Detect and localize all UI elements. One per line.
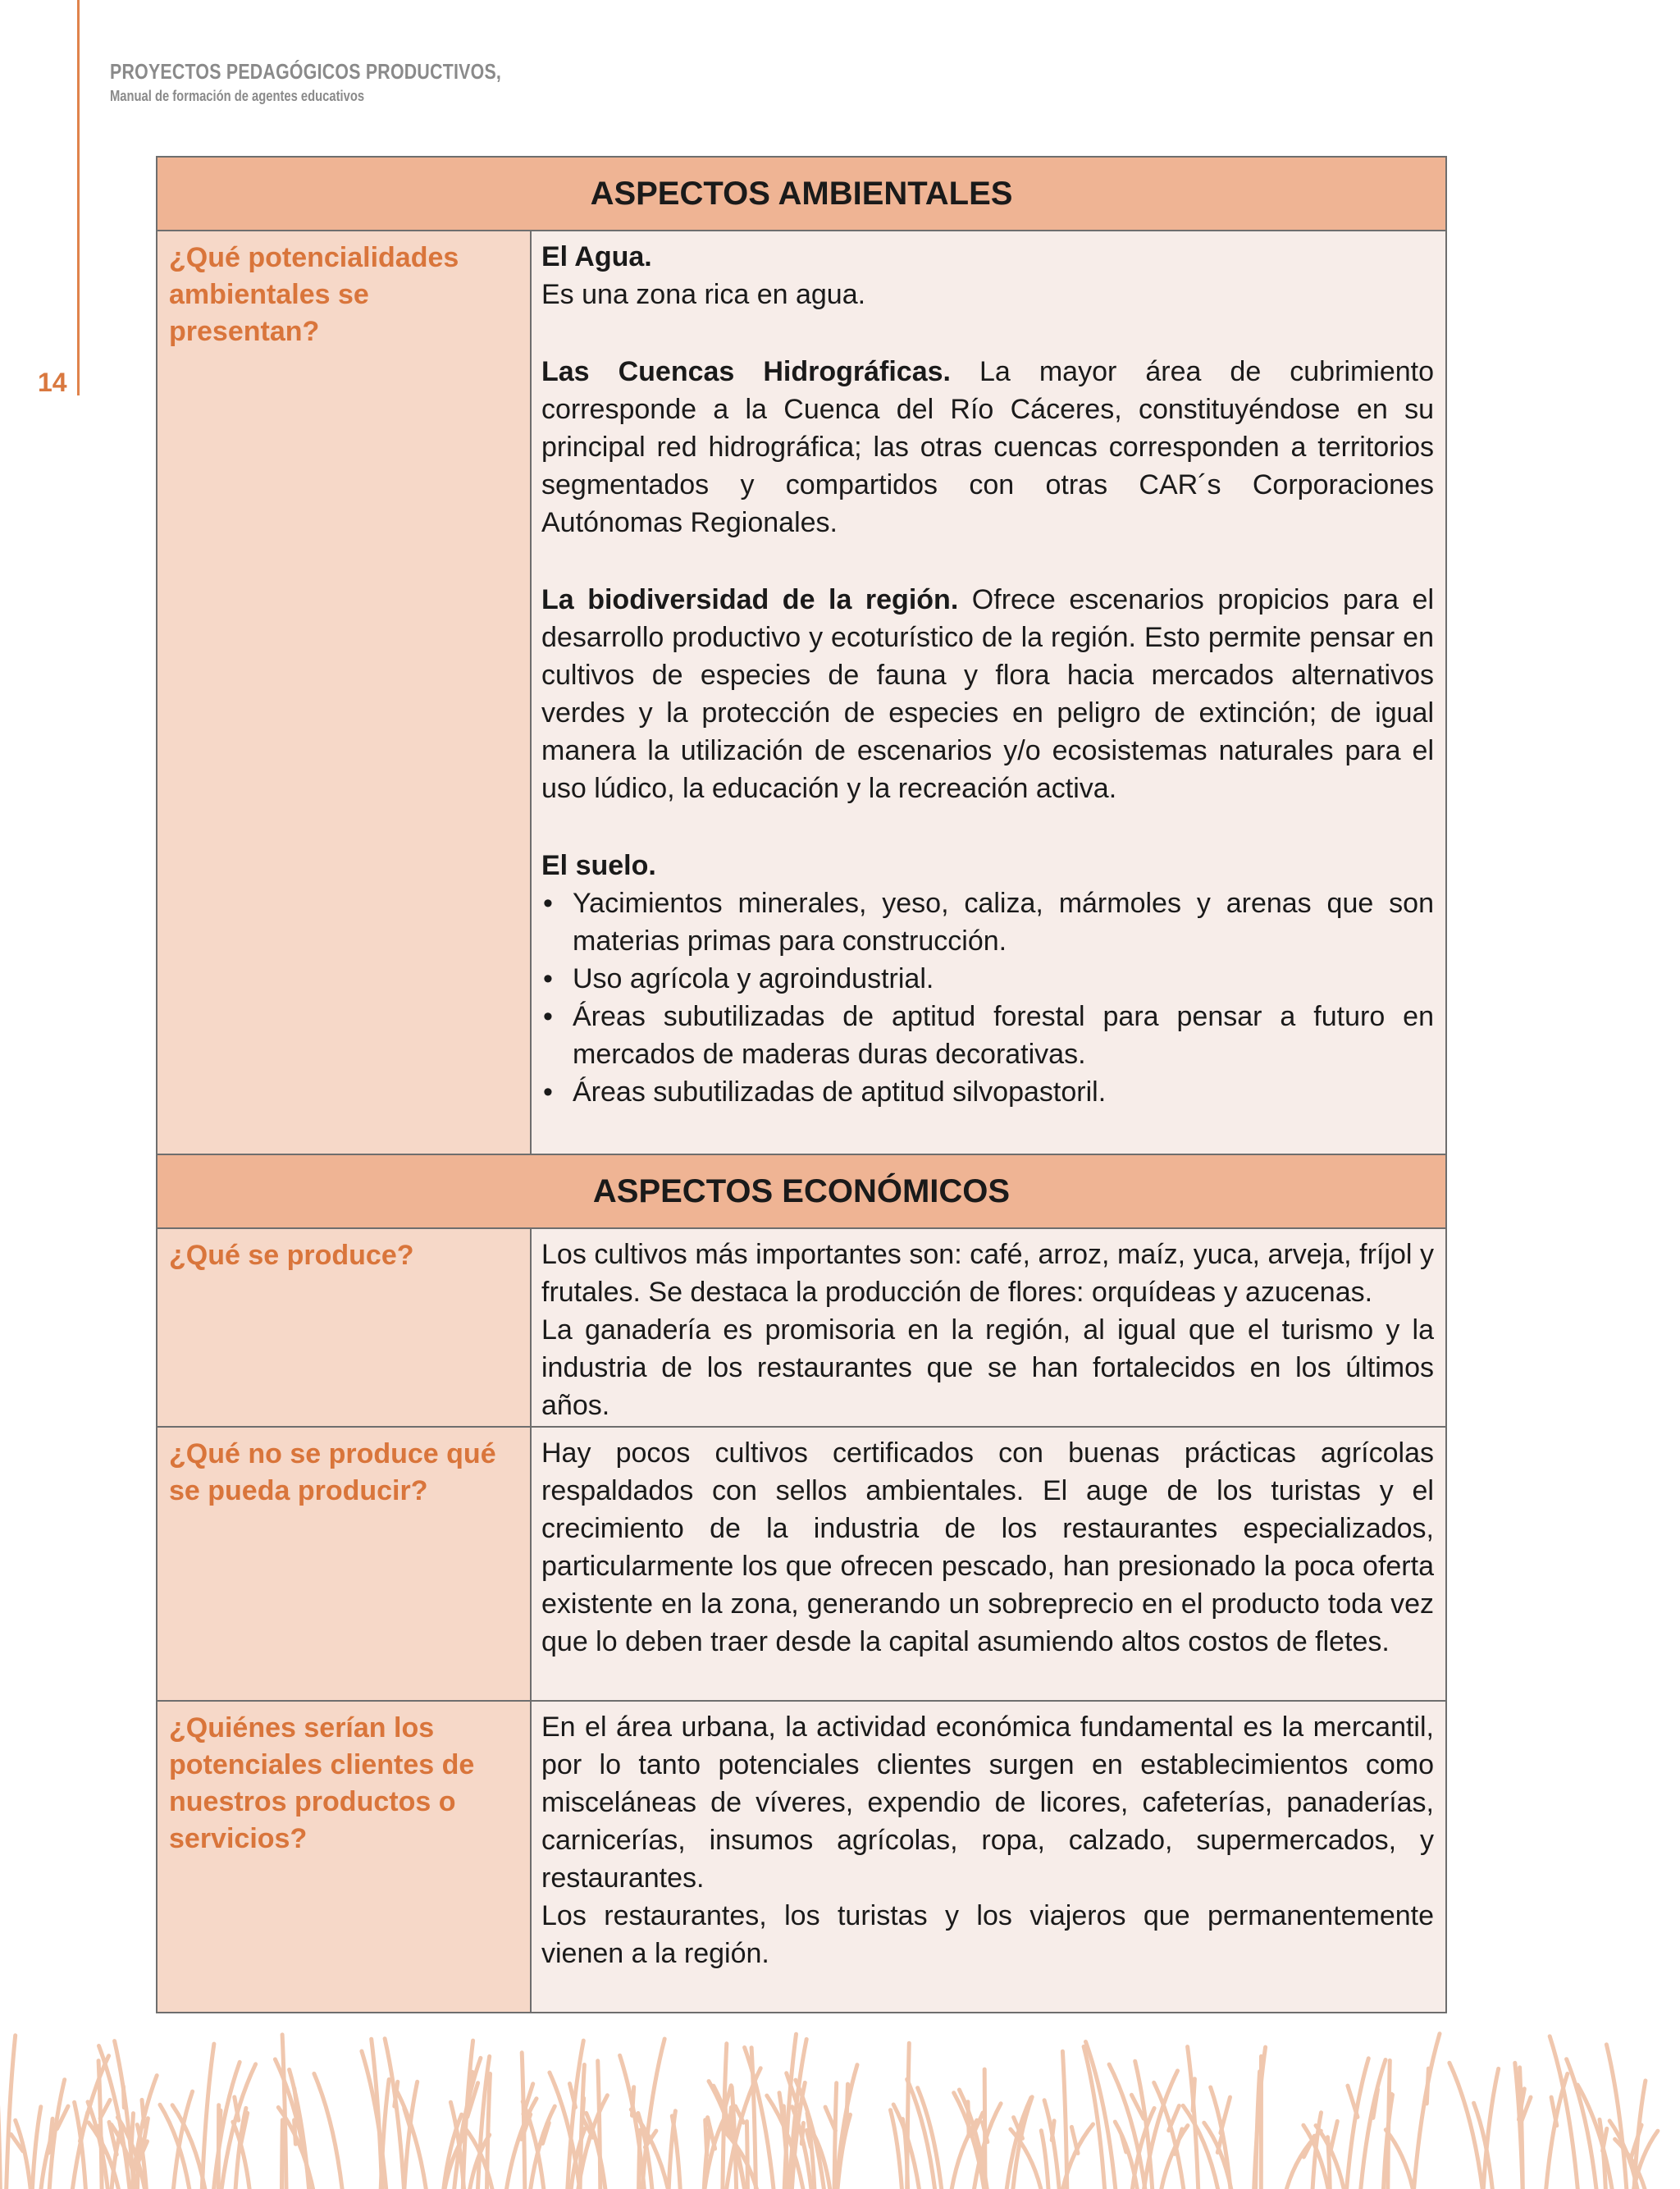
biodiversidad-title: La biodiversidad de la región. (541, 584, 959, 615)
grass-blade (1193, 2079, 1194, 2111)
answer-text (532, 1702, 1445, 1972)
grass-blade (7, 2036, 16, 2189)
running-header (110, 59, 587, 105)
answer-cell (531, 1228, 1446, 1427)
page-margin-rule (77, 0, 80, 395)
agua-text: Es una zona rica en agua. (541, 279, 866, 310)
grass-blade (463, 2040, 472, 2189)
grass-blade (723, 2044, 727, 2189)
header-title: PROYECTOS PEDAGÓGICOS PRODUCTIVOS, (110, 59, 502, 84)
grass-blade (705, 2120, 707, 2155)
answer-paragraph: Hay pocos cultivos certificados con buenas prácticas agrícolas respaldados con sellos ambientales. El auge de los turistas y el crecimiento de la industria de los restaurantes especializados, particularmente los que ofrecen pescado, han presionado la poca oferta existente en la zona, generando un sobreprecio en el producto toda vez que lo deben traer desde la capital asumiendo altos costos de fletes. (541, 1437, 1434, 1657)
grass-blade (385, 2039, 404, 2189)
grass-blade (1449, 2063, 1482, 2189)
question-text: ¿Qué no se produce qué se pueda producir? (169, 1438, 496, 1506)
aspects-table (156, 156, 1447, 2013)
grass-blade (1169, 2106, 1180, 2131)
question-text: ¿Qué potencialidades ambientales se presentan? (169, 242, 459, 347)
grass-blade (1062, 2051, 1066, 2189)
suelo-list (541, 884, 1434, 1111)
question-text: ¿Quiénes serían los potenciales clientes de nuestros productos o servicios? (169, 1712, 475, 1854)
grass-blade (733, 2108, 734, 2133)
table-row (157, 1228, 1446, 1427)
list-item: • Áreas subutilizadas de aptitud forestal para pensar a futuro en mercados de maderas duras decorativas. (541, 998, 1434, 1073)
grass-blade (142, 2100, 144, 2127)
cuencas-text: La mayor área de cubrimiento corresponde a la Cuenca del Río Cáceres, constituyéndose en su principal red hidrográfica; las otras cuencas corresponden a territorios segmentados y compartidos con otras CAR´s Corporaciones Autónomas Regionales. (541, 356, 1434, 538)
grass-blade (632, 2087, 634, 2116)
table-row (157, 1701, 1446, 2013)
grass-blade (32, 2107, 40, 2189)
grass-blade (918, 2088, 942, 2189)
answer-paragraph: En el área urbana, la actividad económica fundamental es la mercantil, por lo tanto potenciales clientes surgen en establecimientos como misceláneas de víveres, expendio de licores, cafeterías, panaderías, carnicerías, insumos agrícolas, ropa, calzado, supermercados, y restaurantes. (541, 1711, 1434, 1894)
answer-text (532, 1229, 1445, 1424)
grass-blade (1347, 2059, 1369, 2189)
grass-blade (1052, 2121, 1054, 2141)
grass-blade (952, 2120, 977, 2189)
answer-text (532, 1428, 1445, 1661)
biodiversidad-text: Ofrece escenarios propicios para el desarrollo productivo y ecoturístico de la región. Esto permite pensar en cultivos de especies de fauna y flora hacia mercados alternativos verdes y la protección de especies en peligro de extinción; de igual manera la utilización de escenarios y/o ecosistemas naturales para el uso lúdico, la educación y la recreación activa. (541, 584, 1434, 804)
list-item: • Áreas subutilizadas de aptitud silvopastoril. (541, 1073, 1434, 1111)
grass-blade (1427, 2068, 1428, 2104)
answer-cell (531, 1427, 1446, 1701)
grass-blade (123, 2086, 124, 2108)
grass-blade (372, 2039, 382, 2189)
grass-blade (1221, 2097, 1230, 2133)
grass-blade (294, 2120, 296, 2144)
question-cell (157, 231, 531, 1154)
section-title: ASPECTOS ECONÓMICOS (157, 1154, 1446, 1228)
question-cell (157, 1701, 531, 2013)
grass-blade (639, 2130, 641, 2189)
grass-blade (1330, 2121, 1337, 2154)
header-subtitle: Manual de formación de agentes educativos (110, 88, 365, 104)
section-title: ASPECTOS AMBIENTALES (157, 157, 1446, 231)
list-item: • Uso agrícola y agroindustrial. (541, 960, 1434, 998)
answer-cell (531, 231, 1446, 1154)
answer-paragraph: La ganadería es promisoria en la región, al igual que el turismo y la industria de los restaurantes que se han fortalecidos en los últimos años. (541, 1314, 1434, 1421)
grass-blade (1121, 2135, 1126, 2152)
grass-blade (1348, 2086, 1358, 2117)
grass-blade (746, 2122, 747, 2189)
grass-blade (282, 2120, 283, 2189)
grass-blade (669, 2111, 675, 2189)
table-row (157, 231, 1446, 1154)
agua-title: El Agua. (541, 241, 652, 272)
grass-blade (131, 2114, 134, 2150)
question-cell (157, 1228, 531, 1427)
list-item: • Yacimientos minerales, yeso, caliza, mármoles y arenas que son materias primas para construcción. (541, 884, 1434, 960)
question-text: ¿Qué se produce? (169, 1240, 414, 1271)
section-header-economicos (157, 1154, 1446, 1228)
table-row (157, 1427, 1446, 1701)
grass-blade (582, 2098, 584, 2120)
grass-blade (1041, 2131, 1048, 2189)
grass-blade (801, 2123, 803, 2144)
answer-text (532, 231, 1445, 1111)
grass-blade (219, 2110, 221, 2142)
question-cell (157, 1427, 531, 1701)
page-number: 14 (38, 368, 67, 397)
grass-blade (1414, 2034, 1440, 2189)
grass-blade (314, 2073, 342, 2189)
answer-cell (531, 1701, 1446, 2013)
answer-paragraph: Los cultivos más importantes son: café, arroz, maíz, yuca, arveja, fríjol y frutales. Se destaca la producción de flores: orquídeas y azucenas. (541, 1239, 1434, 1308)
grass-blade (16, 2120, 31, 2189)
grass-blade (834, 2083, 837, 2189)
grass-blade (1551, 2097, 1557, 2126)
grass-decoration (0, 2027, 1680, 2189)
section-header-ambientales (157, 157, 1446, 231)
suelo-title: El suelo. (541, 850, 656, 881)
grass-blade (1328, 2137, 1331, 2189)
answer-paragraph: Los restaurantes, los turistas y los viajeros que permanentemente vienen a la región. (541, 1900, 1434, 1969)
grass-blade (487, 2074, 491, 2189)
cuencas-title: Las Cuencas Hidrográficas. (541, 356, 951, 387)
grass-blade (598, 2061, 600, 2189)
grass-blade (580, 2065, 584, 2189)
grass-blade (1546, 2074, 1568, 2189)
grass-blade (1183, 2105, 1217, 2189)
grass-blade (202, 2044, 214, 2189)
